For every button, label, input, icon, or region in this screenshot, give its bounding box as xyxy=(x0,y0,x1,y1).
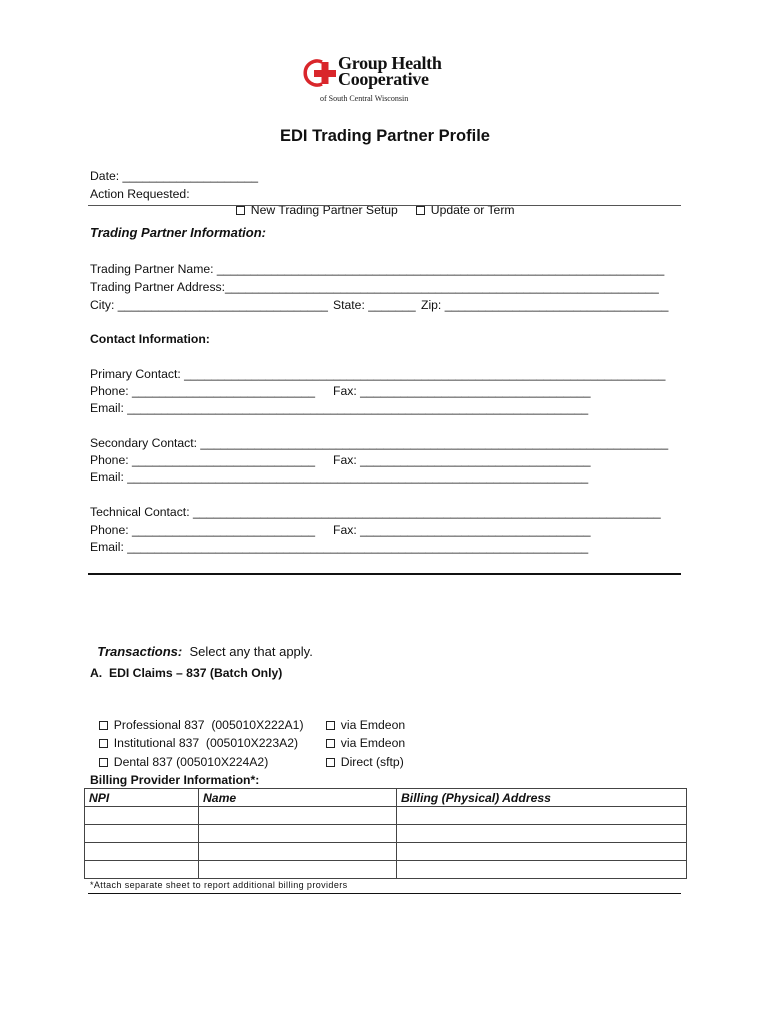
page-title: EDI Trading Partner Profile xyxy=(280,127,490,145)
section-divider xyxy=(88,573,681,575)
logo-wordmark xyxy=(338,55,442,87)
logo-subtitle: of South Central Wisconsin xyxy=(320,94,409,103)
contact-heading: Contact Information: xyxy=(90,332,210,346)
via-emdeon-label: via Emdeon xyxy=(340,736,406,750)
secondary-email-field[interactable]: Email: ____________________________________________________________________ xyxy=(90,470,589,484)
primary-phone-field[interactable]: Phone: ___________________________ xyxy=(90,384,316,398)
dental-label: Dental 837 (005010X224A2) xyxy=(113,755,269,769)
via-option-dental[interactable] xyxy=(319,738,404,770)
table-row xyxy=(85,807,687,825)
primary-contact-field[interactable]: Primary Contact: _______________________________________________________________________ xyxy=(90,367,666,381)
divider xyxy=(88,205,681,206)
name-cell[interactable] xyxy=(199,807,397,825)
address-cell[interactable] xyxy=(397,861,687,879)
secondary-fax-field[interactable]: Fax: __________________________________ xyxy=(333,453,591,467)
new-setup-label: New Trading Partner Setup xyxy=(250,203,398,217)
claim-option-dental[interactable] xyxy=(92,738,268,770)
address-column-header: Billing (Physical) Address xyxy=(397,789,687,807)
bottom-divider xyxy=(88,893,681,894)
direct-sftp-checkbox[interactable] xyxy=(326,758,335,767)
logo-line1: Group Health xyxy=(338,53,442,73)
update-term-option[interactable] xyxy=(409,186,515,218)
trading-partner-address-field[interactable]: Trading Partner Address:________________________________________________________________ xyxy=(90,280,659,294)
date-field[interactable]: Date: ____________________ xyxy=(90,169,259,183)
dental-checkbox[interactable] xyxy=(99,758,108,767)
secondary-contact-field[interactable]: Secondary Contact: _____________________________________________________________________ xyxy=(90,436,669,450)
npi-cell[interactable] xyxy=(85,825,199,843)
city-field[interactable]: City: _______________________________ xyxy=(90,298,328,312)
billing-footnote: *Attach separate sheet to report additional billing providers xyxy=(90,880,348,890)
name-cell[interactable] xyxy=(199,843,397,861)
new-setup-option[interactable] xyxy=(229,186,398,218)
institutional-label: Institutional 837 (005010X223A2) xyxy=(113,736,299,750)
address-cell[interactable] xyxy=(397,825,687,843)
trading-partner-name-field[interactable]: Trading Partner Name: __________________________________________________________________ xyxy=(90,262,665,276)
primary-fax-field[interactable]: Fax: __________________________________ xyxy=(333,384,591,398)
name-cell[interactable] xyxy=(199,861,397,879)
direct-sftp-label: Direct (sftp) xyxy=(340,755,404,769)
billing-provider-table xyxy=(84,788,687,879)
transactions-line xyxy=(90,629,313,659)
name-column-header: Name xyxy=(199,789,397,807)
transactions-instruction: Select any that apply. xyxy=(189,644,313,659)
npi-column-header: NPI xyxy=(85,789,199,807)
edi-claims-heading: A. EDI Claims – 837 (Batch Only) xyxy=(90,666,283,680)
table-row xyxy=(85,843,687,861)
new-setup-checkbox[interactable] xyxy=(236,206,245,215)
logo-cross-icon xyxy=(300,57,338,89)
table-row xyxy=(85,861,687,879)
via-emdeon-label: via Emdeon xyxy=(340,718,406,732)
table-row xyxy=(85,825,687,843)
technical-fax-field[interactable]: Fax: __________________________________ xyxy=(333,523,591,537)
npi-cell[interactable] xyxy=(85,861,199,879)
trading-partner-heading: Trading Partner Information: xyxy=(90,225,266,240)
address-cell[interactable] xyxy=(397,807,687,825)
logo-line2: Cooperative xyxy=(338,69,429,89)
group-health-logo xyxy=(300,55,480,110)
billing-provider-heading: Billing Provider Information*: xyxy=(90,773,260,787)
primary-email-field[interactable]: Email: ____________________________________________________________________ xyxy=(90,401,589,415)
name-cell[interactable] xyxy=(199,825,397,843)
zip-field[interactable]: Zip: _________________________________ xyxy=(421,298,669,312)
npi-cell[interactable] xyxy=(85,843,199,861)
technical-phone-field[interactable]: Phone: ___________________________ xyxy=(90,523,316,537)
secondary-phone-field[interactable]: Phone: ___________________________ xyxy=(90,453,316,467)
update-term-label: Update or Term xyxy=(430,203,515,217)
npi-cell[interactable] xyxy=(85,807,199,825)
technical-contact-field[interactable]: Technical Contact: _____________________________________________________________________ xyxy=(90,505,661,519)
update-term-checkbox[interactable] xyxy=(416,206,425,215)
transactions-heading: Transactions: xyxy=(97,644,183,659)
technical-email-field[interactable]: Email: ____________________________________________________________________ xyxy=(90,540,589,554)
action-requested-label: Action Requested: xyxy=(90,187,190,201)
professional-label: Professional 837 (005010X222A1) xyxy=(113,718,304,732)
table-header-row xyxy=(85,789,687,807)
state-field[interactable]: State: _______ xyxy=(333,298,416,312)
address-cell[interactable] xyxy=(397,843,687,861)
